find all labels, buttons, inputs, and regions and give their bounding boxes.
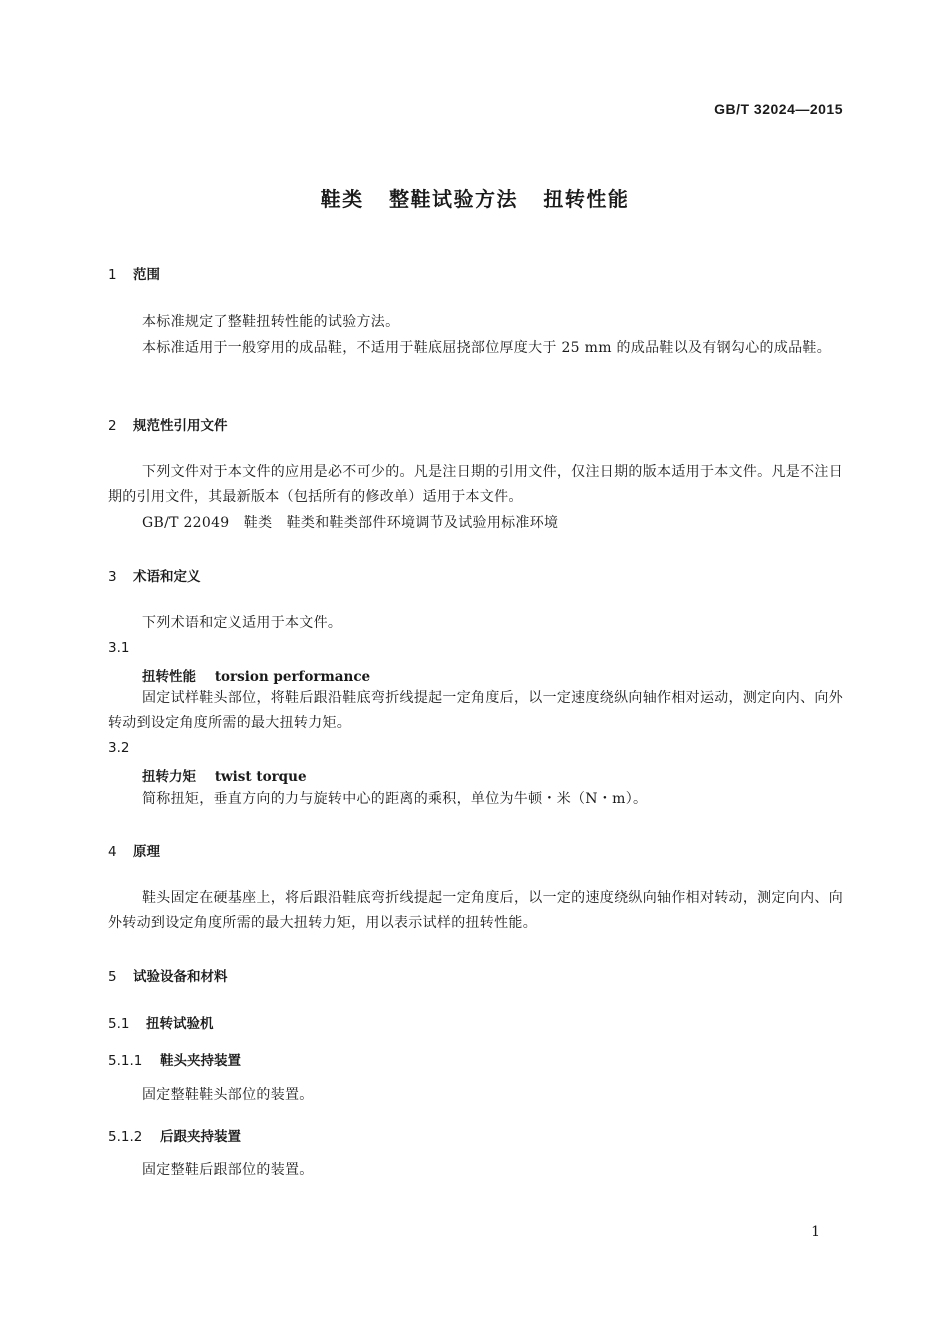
section-3-paragraph-1: 下列术语和定义适用于本文件。 (142, 615, 343, 631)
document-title: 鞋类 整鞋试验方法 扭转性能 (320, 187, 630, 211)
section-number: 3 (108, 569, 117, 585)
standard-code: GB/T 32024—2015 (714, 101, 843, 117)
section-title: 试验设备和材料 (133, 969, 228, 985)
term-en: twist torque (214, 769, 307, 785)
section-number: 5.1.2 (108, 1129, 143, 1145)
section-number: 5.1.1 (108, 1053, 143, 1069)
term-3-2-number: 3.2 (108, 740, 130, 756)
section-4-heading (108, 840, 160, 860)
section-5-heading (108, 965, 228, 985)
section-2-heading (108, 414, 228, 434)
section-1-paragraph-2: 本标准适用于一般穿用的成品鞋，不适用于鞋底屈挠部位厚度大于 25 mm 的成品鞋以及有钢勾心的成品鞋。 (142, 340, 832, 356)
section-number: 5.1 (108, 1016, 130, 1032)
term-3-1-heading (142, 665, 370, 685)
section-5-1-2-paragraph: 固定整鞋后跟部位的装置。 (142, 1162, 314, 1178)
section-title: 鞋头夹持装置 (160, 1053, 241, 1069)
section-number: 1 (108, 267, 117, 283)
section-3-heading (108, 565, 201, 585)
term-3-1-number: 3.1 (108, 640, 130, 656)
section-number: 5 (108, 969, 117, 985)
section-title: 范围 (133, 267, 160, 283)
term-zh: 扭转性能 (142, 669, 196, 685)
section-title: 规范性引用文件 (133, 418, 228, 434)
section-1-heading (108, 263, 160, 283)
term-3-2-definition: 简称扭矩，垂直方向的力与旋转中心的距离的乘积，单位为牛顿・米（N・m）。 (142, 791, 648, 807)
term-3-1-definition: 固定试样鞋头部位，将鞋后跟沿鞋底弯折线提起一定角度后，以一定速度绕纵向轴作相对运动，测定向内、向外转动到设定角度所需的最大扭转力矩。 (108, 690, 843, 731)
section-5-1-1-heading (108, 1049, 241, 1069)
section-5-1-2-heading (108, 1125, 241, 1145)
section-5-1-heading (108, 1012, 214, 1032)
section-title: 后跟夹持装置 (160, 1129, 241, 1145)
section-1-paragraph-1: 本标准规定了整鞋扭转性能的试验方法。 (142, 314, 400, 330)
section-title: 原理 (133, 844, 160, 860)
term-3-2-heading (142, 765, 307, 785)
section-2-paragraph-1: 下列文件对于本文件的应用是必不可少的。凡是注日期的引用文件，仅注日期的版本适用于本文件。凡是不注日期的引用文件，其最新版本（包括所有的修改单）适用于本文件。 (108, 464, 843, 505)
term-en: torsion performance (214, 669, 371, 685)
section-5-1-1-paragraph: 固定整鞋鞋头部位的装置。 (142, 1087, 314, 1103)
section-title: 扭转试验机 (146, 1016, 214, 1032)
section-number: 4 (108, 844, 117, 860)
section-title: 术语和定义 (133, 569, 201, 585)
term-zh: 扭转力矩 (142, 769, 196, 785)
page-number: 1 (811, 1224, 820, 1240)
section-number: 2 (108, 418, 117, 434)
normative-reference: GB/T 22049 鞋类 鞋类和鞋类部件环境调节及试验用标准环境 (142, 515, 559, 531)
section-4-paragraph-1: 鞋头固定在硬基座上，将后跟沿鞋底弯折线提起一定角度后，以一定的速度绕纵向轴作相对转动，测定向内、向外转动到设定角度所需的最大扭转力矩，用以表示试样的扭转性能。 (108, 890, 843, 931)
